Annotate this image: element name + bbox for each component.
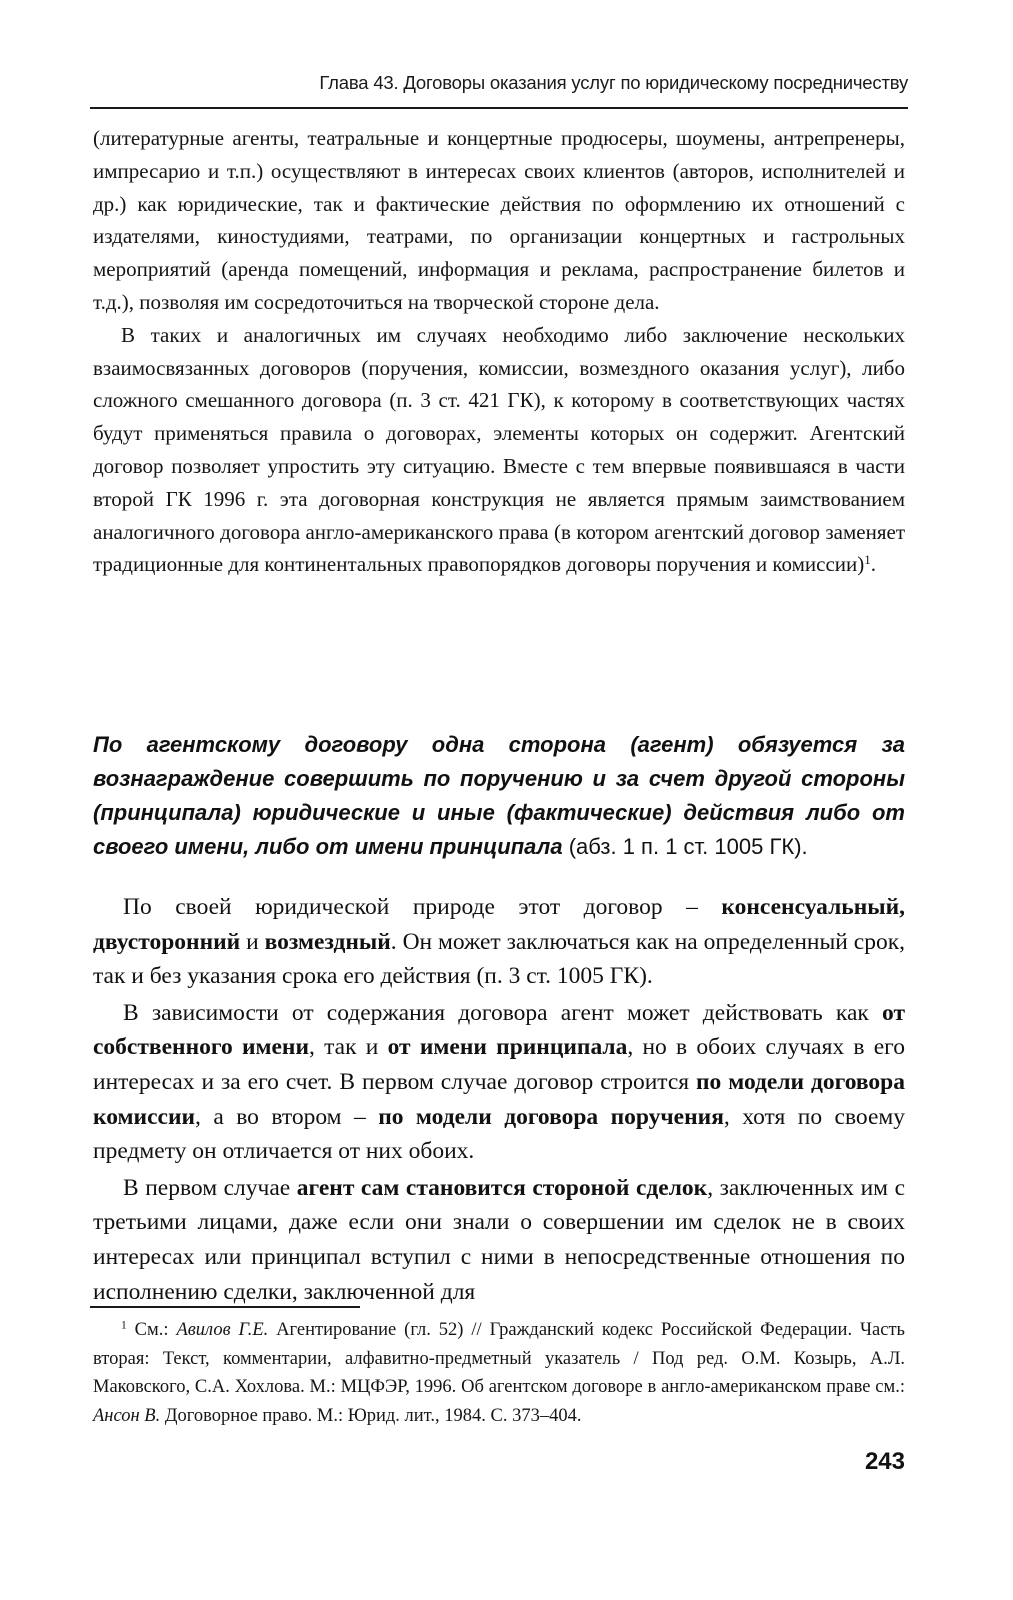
author-name: Авилов Г.Е.: [176, 1320, 269, 1340]
legal-definition: [93, 728, 905, 864]
text-run: и: [240, 928, 265, 955]
text-run: По своей юридической природе этот договор –: [123, 894, 722, 920]
definition-text: По агентскому договору одна сторона (агент) обязуется за вознаграждение совершить по поручению и за счет другой стороны (принципала) юридические и иные (фактические) действия либо от своего имени, либо от имени принципала: [93, 732, 905, 859]
footnote-rule: [90, 1306, 360, 1308]
bold-term: возмездный: [264, 928, 391, 955]
text-run: В зависимости от содержания договора агент может действовать как: [123, 999, 883, 1026]
paragraph-first-case: [93, 1171, 905, 1309]
body-text-bottom: [93, 890, 905, 1311]
footnote-reference: 1: [864, 552, 871, 568]
body-text-top: [93, 122, 905, 581]
header-rule: [90, 107, 908, 109]
text-run: В первом случае: [123, 1174, 297, 1201]
bold-term: агент сам становится стороной сделок: [296, 1174, 708, 1201]
text-run: , но в обоих случаях в его интересах и за его счет. В первом случае договор строится: [93, 1034, 905, 1095]
bold-term: по модели договора поручения: [378, 1103, 724, 1130]
text-run: , заключенных им с третьими лицами, даже если они знали о совершении им сделок не в своих интересах или принципал вступил с ними в непосредственные отношения по исполнению сделки, заключенной для: [93, 1174, 905, 1305]
page-number: 243: [864, 1448, 905, 1475]
definition-reference: (абз. 1 п. 1 ст. 1005 ГК).: [562, 834, 808, 859]
text-run: . Он может заключаться как на определенный срок, так и без указания срока его действия (п. 3 ст. 1005 ГК).: [93, 928, 906, 990]
text-run: Договорное право. М.: Юрид. лит., 1984. С. 373–404.: [160, 1405, 582, 1426]
text-run: , хотя по своему предмету он отличается от них обоих.: [93, 1103, 905, 1165]
running-header: Глава 43. Договоры оказания услуг по юридическому посредничеству: [319, 72, 908, 93]
paragraph-legal-nature: [93, 890, 905, 994]
paragraph-text: В таких и аналогичных им случаях необходимо либо заключение нескольких взаимосвязанных договоров (поручения, комиссии, возмездного оказания услуг), либо сложного смешанного договора (п. 3 ст. 421 ГК), к которому в соответствующих частях будут применяться правила о договорах, элементы которых он содержит. Агентский договор позволяет упростить эту ситуацию. Вместе с тем впервые появившаяся в части второй ГК 1996 г. эта договорная конструкция не является прямым заимствованием аналогичного договора англо-американского права (в котором агентский договор заменяет традиционные для континентальных правопорядков договоры поручения и комиссии): [93, 322, 905, 577]
paragraph-tail: .: [870, 552, 877, 577]
text-run: , так и: [309, 1034, 388, 1061]
paragraph-agent-name: [93, 996, 905, 1169]
text-run: , а во втором –: [195, 1103, 379, 1130]
paragraph-continued: (литературные агенты, театральные и концертные продюсеры, шоумены, антрепренеры, импресарио и т.п.) осуществляют в интересах своих клиентов (авторов, исполнителей и др.) как юридические, так и фактические действия по оформлению их отношений с издателями, киностудиями, театрами, по организации концертных и гастрольных мероприятий (аренда помещений, информация и реклама, распространение билетов и т.д.), позволяя им сосредоточиться на творческой стороне дела.: [93, 126, 905, 314]
text-run: Агентирование (гл. 52) // Гражданский кодекс Российской Федерации. Часть вторая: Текст, комментарии, алфавитно-предметный указатель / Под ред. О.М. Козырь, А.Л. Маковского, С.А. Хохлова. М.: МЦФЭР, 1996. Об агентском договоре в англо-американском праве см.:: [93, 1320, 905, 1397]
footnote: [93, 1316, 905, 1430]
author-name: Ансон В.: [93, 1405, 161, 1426]
footnote-mark: 1: [121, 1319, 127, 1332]
bold-term: от имени принципала: [387, 1034, 628, 1061]
text-run: См.:: [126, 1320, 177, 1340]
bold-term: консенсуальный, двусторонний: [93, 894, 905, 955]
paragraph-agency-context: [93, 319, 905, 581]
bold-term: по модели договора комиссии: [93, 1068, 905, 1130]
bold-term: от собственного имени: [93, 999, 905, 1061]
